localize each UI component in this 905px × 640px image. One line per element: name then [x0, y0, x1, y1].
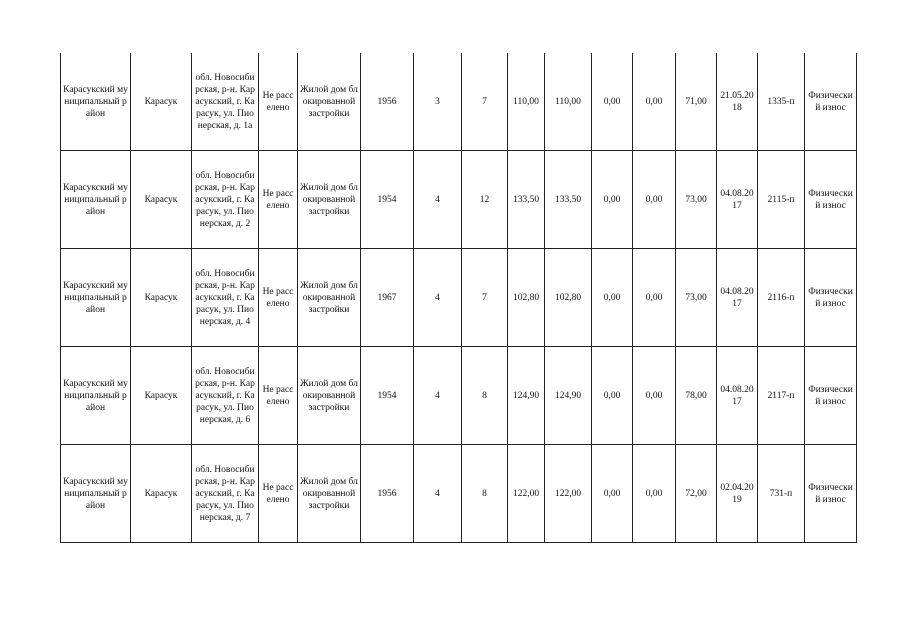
cell-reason: Физический износ	[805, 53, 857, 151]
cell-count-1: 4	[414, 151, 462, 249]
cell-status: Не расселено	[259, 249, 298, 347]
cell-doc-number: 2117-п	[758, 347, 805, 445]
cell-date: 02.04.2019	[717, 445, 758, 543]
cell-area-1: 133,50	[508, 151, 545, 249]
table-row	[61, 347, 857, 445]
housing-table	[60, 53, 857, 543]
table-body	[61, 53, 857, 543]
cell-doc-number: 2115-п	[758, 151, 805, 249]
cell-district: Карасукский муниципальный район	[61, 347, 131, 445]
cell-year: 1956	[361, 53, 414, 151]
cell-year: 1967	[361, 249, 414, 347]
cell-reason: Физический износ	[805, 151, 857, 249]
cell-status: Не расселено	[259, 347, 298, 445]
cell-value-1: 0,00	[592, 249, 633, 347]
cell-doc-number: 731-п	[758, 445, 805, 543]
cell-wear-percent: 73,00	[676, 249, 717, 347]
cell-wear-percent: 71,00	[676, 53, 717, 151]
cell-area-1: 102,80	[508, 249, 545, 347]
cell-count-2: 8	[462, 445, 508, 543]
cell-count-2: 12	[462, 151, 508, 249]
cell-town: Карасук	[131, 249, 192, 347]
cell-type: Жилой дом блокированной застройки	[298, 347, 361, 445]
cell-year: 1956	[361, 445, 414, 543]
cell-doc-number: 1335-п	[758, 53, 805, 151]
cell-address: обл. Новосибирская, р-н. Карасукский, г. Карасук, ул. Пионерская, д. 1а	[192, 53, 259, 151]
cell-value-1: 0,00	[592, 53, 633, 151]
cell-address: обл. Новосибирская, р-н. Карасукский, г. Карасук, ул. Пионерская, д. 7	[192, 445, 259, 543]
cell-wear-percent: 78,00	[676, 347, 717, 445]
cell-value-2: 0,00	[633, 151, 676, 249]
cell-doc-number: 2116-п	[758, 249, 805, 347]
cell-date: 04.08.2017	[717, 151, 758, 249]
cell-date: 04.08.2017	[717, 249, 758, 347]
cell-address: обл. Новосибирская, р-н. Карасукский, г. Карасук, ул. Пионерская, д. 4	[192, 249, 259, 347]
cell-status: Не расселено	[259, 445, 298, 543]
cell-town: Карасук	[131, 151, 192, 249]
cell-area-2: 133,50	[545, 151, 592, 249]
cell-year: 1954	[361, 151, 414, 249]
cell-area-1: 122,00	[508, 445, 545, 543]
cell-town: Карасук	[131, 445, 192, 543]
cell-district: Карасукский муниципальный район	[61, 445, 131, 543]
cell-reason: Физический износ	[805, 445, 857, 543]
cell-district: Карасукский муниципальный район	[61, 249, 131, 347]
cell-value-2: 0,00	[633, 249, 676, 347]
cell-type: Жилой дом блокированной застройки	[298, 249, 361, 347]
cell-count-1: 3	[414, 53, 462, 151]
cell-area-2: 124,90	[545, 347, 592, 445]
cell-wear-percent: 73,00	[676, 151, 717, 249]
table-row	[61, 445, 857, 543]
cell-area-1: 124,90	[508, 347, 545, 445]
cell-count-2: 7	[462, 53, 508, 151]
cell-town: Карасук	[131, 53, 192, 151]
cell-area-1: 110,00	[508, 53, 545, 151]
cell-count-2: 7	[462, 249, 508, 347]
cell-status: Не расселено	[259, 53, 298, 151]
cell-type: Жилой дом блокированной застройки	[298, 151, 361, 249]
table-row	[61, 151, 857, 249]
cell-value-1: 0,00	[592, 151, 633, 249]
cell-status: Не расселено	[259, 151, 298, 249]
cell-value-2: 0,00	[633, 445, 676, 543]
cell-count-1: 4	[414, 347, 462, 445]
cell-area-2: 122,00	[545, 445, 592, 543]
cell-area-2: 102,80	[545, 249, 592, 347]
cell-type: Жилой дом блокированной застройки	[298, 53, 361, 151]
cell-value-2: 0,00	[633, 53, 676, 151]
cell-town: Карасук	[131, 347, 192, 445]
cell-reason: Физический износ	[805, 249, 857, 347]
cell-date: 21.05.2018	[717, 53, 758, 151]
cell-wear-percent: 72,00	[676, 445, 717, 543]
cell-reason: Физический износ	[805, 347, 857, 445]
cell-value-1: 0,00	[592, 347, 633, 445]
cell-year: 1954	[361, 347, 414, 445]
cell-count-1: 4	[414, 445, 462, 543]
cell-count-2: 8	[462, 347, 508, 445]
cell-address: обл. Новосибирская, р-н. Карасукский, г. Карасук, ул. Пионерская, д. 6	[192, 347, 259, 445]
cell-type: Жилой дом блокированной застройки	[298, 445, 361, 543]
cell-address: обл. Новосибирская, р-н. Карасукский, г. Карасук, ул. Пионерская, д. 2	[192, 151, 259, 249]
cell-district: Карасукский муниципальный район	[61, 151, 131, 249]
cell-count-1: 4	[414, 249, 462, 347]
cell-value-1: 0,00	[592, 445, 633, 543]
table-row	[61, 249, 857, 347]
cell-area-2: 110,00	[545, 53, 592, 151]
cell-date: 04.08.2017	[717, 347, 758, 445]
cell-district: Карасукский муниципальный район	[61, 53, 131, 151]
cell-value-2: 0,00	[633, 347, 676, 445]
table-row	[61, 53, 857, 151]
